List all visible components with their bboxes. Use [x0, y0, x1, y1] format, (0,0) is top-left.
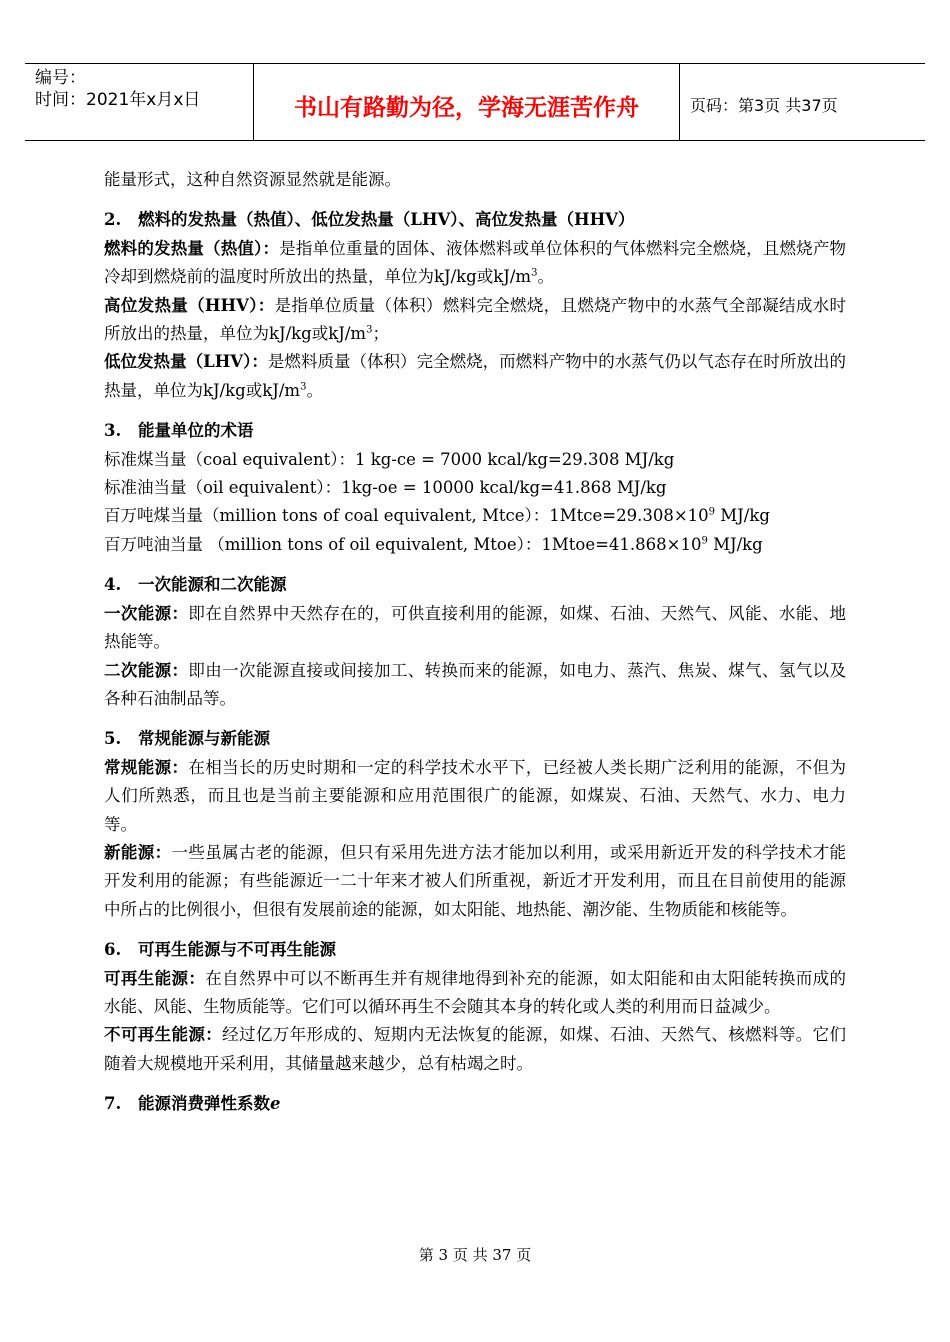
- section-title: 一次能源和二次能源: [138, 575, 287, 595]
- term: 低位发热量（LHV）：: [104, 352, 268, 372]
- superscript: 9: [701, 535, 708, 547]
- term: 高位发热量（HHV）：: [104, 295, 275, 315]
- section-4-heading: [104, 571, 846, 599]
- section-number: 6.: [104, 940, 122, 960]
- time-label: 时间：2021年x月x日: [35, 90, 201, 110]
- term: 常规能源：: [104, 757, 189, 777]
- intro-paragraph: 能量形式，这种自然资源显然就是能源。: [104, 170, 401, 189]
- section-title: 能量单位的术语: [138, 421, 254, 441]
- paragraph-renewable-energy: [104, 965, 846, 1022]
- superscript: 3: [366, 324, 373, 336]
- paragraph-conventional-energy: [104, 754, 846, 839]
- unit-line-coal: 标准煤当量（coal equivalent）：1 kg-ce = 7000 kcal/kg=29.308 MJ/kg: [104, 449, 675, 469]
- term: 不可再生能源：: [104, 1025, 223, 1045]
- section-number: 3.: [104, 421, 122, 441]
- definition: 一些虽属古老的能源，但只有采用先进方法才能加以利用，或采用新近开发的科学技术才能开发利用的能源；有些能源近一二十年来才被人们所重视，新近才开发利用，而且在目前使用的能源中所占的比例很小，但很有发展前途的能源，如太阳能、地热能、潮汐能、生物质能和核能等。: [104, 842, 847, 919]
- unit-line-mtce: 百万吨煤当量（million tons of coal equivalent, Mtce）：$1Mtce=29.308\times 10^9$ MJ/kg: [104, 506, 770, 526]
- variable-e: e: [270, 1094, 281, 1114]
- header-left-cell: [25, 64, 254, 140]
- section-3-heading: [104, 417, 846, 445]
- paragraph-new-energy: [104, 839, 846, 924]
- superscript: 3: [300, 381, 307, 393]
- document-body: [104, 166, 846, 1119]
- definition: 是指单位重量的固体、液体燃料或单位体积的气体燃料完全燃烧，且燃烧产物冷却到燃烧前的温度时所放出的热量，单位为kJ/kg或kJ/m: [104, 238, 847, 287]
- paragraph-secondary-energy: [104, 657, 846, 714]
- section-number: 5.: [104, 729, 122, 749]
- unit-line-mtoe: 百万吨油当量 （million tons of oil equivalent, Mtoe）：$1Mtoe=41.868\times 10^9$ MJ/kg: [104, 534, 763, 554]
- definition: 在自然界中可以不断再生并有规律地得到补充的能源，如太阳能和由太阳能转换而成的水能、风能、生物质能等。它们可以循环再生不会随其本身的转化或人类的利用而日益减少。: [104, 968, 847, 1016]
- paragraph-hhv: 高位发热量（HHV）：是指单位质量（体积）燃料完全燃烧，且燃烧产物中的水蒸气全部凝结成水时所放出的热量，单位为kJ/kg或$kJ/m^3$；: [104, 295, 847, 344]
- paragraph-lhv: 低位发热量（LHV）：是燃料质量（体积）完全燃烧，而燃料产物中的水蒸气仍以气态存在时所放出的热量，单位为kJ/kg或$kJ/m^3$。: [104, 352, 846, 400]
- section-title: 可再生能源与不可再生能源: [138, 940, 336, 960]
- unit-line-oil: 标准油当量（oil equivalent）：1kg-oe = 10000 kcal/kg=41.868 MJ/kg: [104, 478, 667, 498]
- definition: 即在自然界中天然存在的，可供直接利用的能源，如煤、石油、天然气、风能、水能、地热能等。: [104, 603, 847, 652]
- header-table: [25, 63, 925, 141]
- code-label: 编号：: [35, 68, 86, 88]
- header-page-info: 页码：第3页 共37页: [690, 95, 838, 115]
- header-motto: 书山有路勤为径，学海无涯苦作舟: [254, 64, 680, 140]
- section-number: 4.: [104, 575, 122, 595]
- term: 新能源：: [104, 842, 172, 862]
- section-7-heading: [104, 1090, 846, 1118]
- definition: 是指单位质量（体积）燃料完全燃烧，且燃烧产物中的水蒸气全部凝结成水时所放出的热量，单位为kJ/kg或kJ/m: [104, 295, 847, 344]
- paragraph-heat-value: 燃料的发热量（热值）：是指单位重量的固体、液体燃料或单位体积的气体燃料完全燃烧，且燃烧产物冷却到燃烧前的温度时所放出的热量，单位为kJ/kg或$kJ/m^3$。: [104, 238, 847, 287]
- section-number: 2.: [104, 210, 122, 230]
- definition: 经过亿万年形成的、短期内无法恢复的能源，如煤、石油、天然气、核燃料等。它们随着大规模地开采利用，其储量越来越少，总有枯竭之时。: [104, 1025, 847, 1073]
- term: 可再生能源：: [104, 968, 206, 988]
- definition: 是燃料质量（体积）完全燃烧，而燃料产物中的水蒸气仍以气态存在时所放出的热量，单位为kJ/kg或kJ/m: [104, 352, 846, 400]
- section-2-heading: [104, 206, 846, 234]
- section-title: 能源消费弹性系数: [138, 1094, 270, 1114]
- paragraph-nonrenewable-energy: [104, 1021, 846, 1078]
- page-footer: 第 3 页 共 37 页: [418, 1246, 532, 1264]
- definition: 在相当长的历史时期和一定的科学技术水平下，已经被人类长期广泛利用的能源，不但为人们所熟悉，而且也是当前主要能源和应用范围很广的能源，如煤炭、石油、天然气、水力、电力等。: [104, 757, 847, 834]
- section-5-heading: [104, 725, 846, 753]
- superscript: 9: [708, 506, 716, 518]
- section-number: 7.: [104, 1094, 122, 1114]
- superscript: 3: [531, 267, 538, 279]
- definition: 即由一次能源直接或间接加工、转换而来的能源，如电力、蒸汽、焦炭、煤气、氢气以及各种石油制品等。: [104, 660, 847, 708]
- section-6-heading: [104, 936, 846, 964]
- section-title: 燃料的发热量（热值）、低位发热量（LHV）、高位发热量（HHV）: [138, 210, 635, 230]
- term: 燃料的发热量（热值）：: [104, 238, 280, 258]
- section-title: 常规能源与新能源: [138, 729, 270, 749]
- term: 一次能源：: [104, 603, 189, 623]
- term: 二次能源：: [104, 660, 189, 680]
- paragraph-primary-energy: [104, 600, 846, 657]
